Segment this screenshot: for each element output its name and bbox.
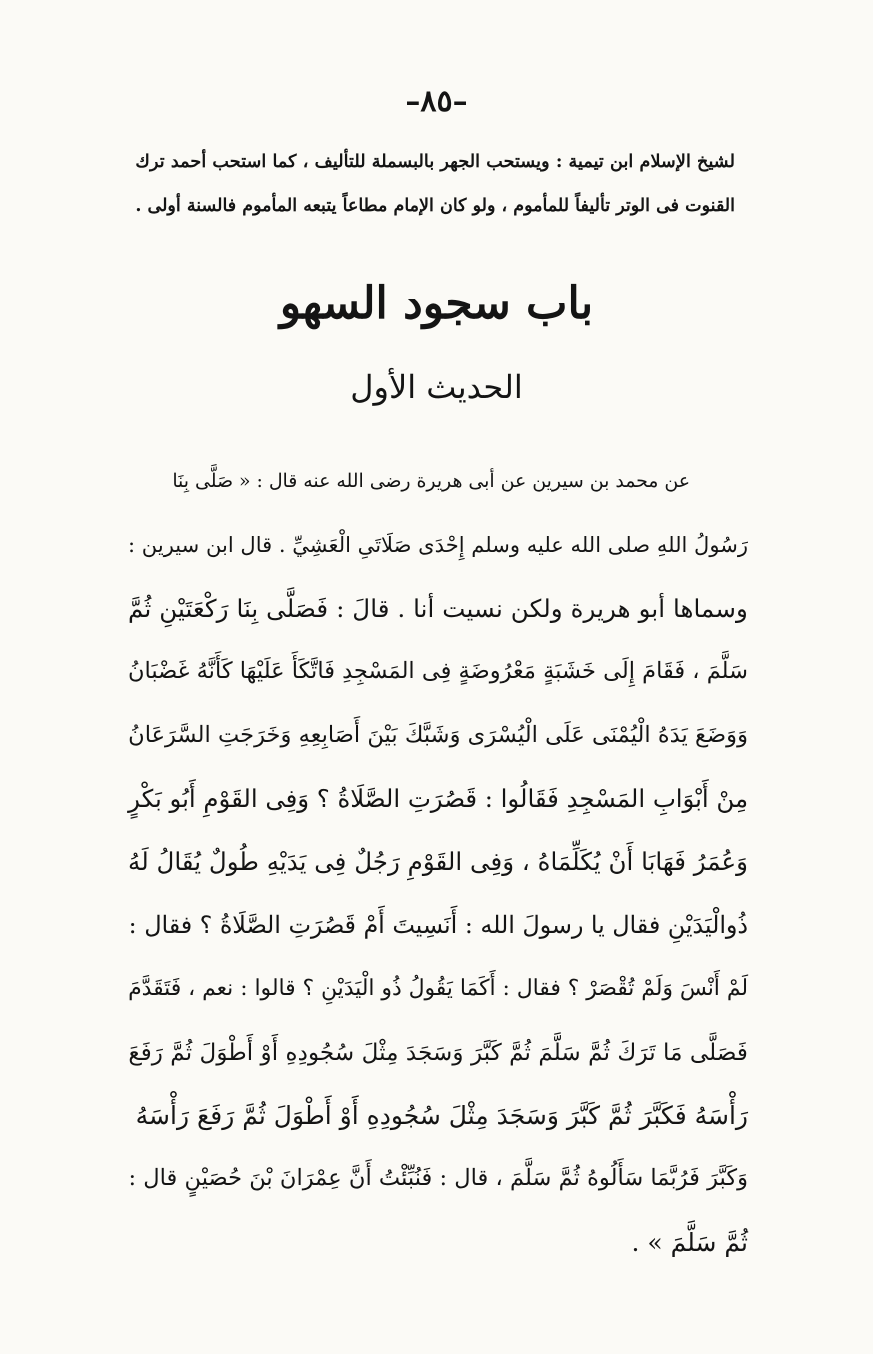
- hadith-line: ذُوالْيَدَيْنِ فقال يا رسولَ الله : أَنَسِيتَ أَمْ قَصُرَتِ الصَّلَاةُ ؟ فقال :: [128, 910, 748, 939]
- hadith-line: مِنْ أَبْوَابِ المَسْجِدِ فَقَالُوا : قَصُرَتِ الصَّلَاةُ ؟ وَفِى القَوْمِ أَبُو بَكْرٍ: [128, 783, 748, 813]
- hadith-line: وَكَبَّرَ فَرُبَّمَا سَأَلُوهُ ثُمَّ سَلَّمَ ، قال : فَنُبِّئْتُ أَنَّ عِمْرَانَ بْنَ حُصَيْنٍ قال :: [128, 1165, 748, 1192]
- hadith-line: لَمْ أَنْسَ وَلَمْ تُقْصَرْ ؟ فقال : أَكَمَا يَقُولُ ذُو الْيَدَيْنِ ؟ قالوا : نعم ، فَتَقَدَّمَ: [128, 976, 748, 1002]
- hadith-line: وسماها أبو هريرة ولكن نسيت أنا . قالَ : فَصَلَّى بِنَا رَكْعَتَيْنِ ثُمَّ: [128, 593, 748, 623]
- hadith-line: وَعُمَرُ فَهَابَا أَنْ يُكَلِّمَاهُ ، وَفِى القَوْمِ رَجُلٌ فِى يَدَيْهِ طُولٌ يُقَالُ لَهُ: [128, 847, 748, 877]
- hadith-title: الحديث الأول: [350, 368, 523, 406]
- chapter-title: باب سجود السهو: [279, 278, 594, 329]
- footnote: [135, 140, 735, 228]
- hadith-text: [128, 450, 748, 1274]
- hadith-line: فَصَلَّى مَا تَرَكَ ثُمَّ سَلَّمَ ثُمَّ كَبَّرَ وَسَجَدَ مِثْلَ سُجُودِهِ أَوْ أَطْوَلَ ثُمَّ رَفَعَ: [128, 1038, 748, 1066]
- hadith-line: وَوَضَعَ يَدَهُ الْيُمْنَى عَلَى الْيُسْرَى وَشَبَّكَ بَيْنَ أَصَابِعِهِ وَخَرَجَتِ السَّرَعَانُ: [128, 721, 748, 748]
- hadith-line: سَلَّمَ ، فَقَامَ إِلَى خَشَبَةٍ مَعْرُوضَةٍ فِى المَسْجِدِ فَاتَّكَأَ عَلَيْهَا كَأَنَّهُ غَضْبَانُ: [127, 658, 748, 685]
- footnote-line: لشيخ الإسلام ابن تيمية : ويستحب الجهر بالبسملة للتأليف ، كما استحب أحمد ترك: [135, 151, 735, 172]
- hadith-line: عن محمد بن سيرين عن أبى هريرة رضى الله عنه قال : « صَلَّى بِنَا: [172, 470, 690, 492]
- hadith-line: ثُمَّ سَلَّمَ » .: [631, 1227, 748, 1257]
- page-number: –٨٥–: [405, 84, 468, 119]
- hadith-line: رَسُولُ اللهِ صلى الله عليه وسلم إِحْدَى صَلَاتَىِ الْعَشِيِّ . قال ابن سيرين :: [128, 532, 748, 558]
- footnote-line: القنوت فى الوتر تأليفاً للمأموم ، ولو كان الإمام مطاعاً يتبعه المأموم فالسنة أولى .: [135, 196, 735, 216]
- hadith-line: رَأْسَهُ فَكَبَّرَ ثُمَّ كَبَّرَ وَسَجَدَ مِثْلَ سُجُودِهِ أَوْ أَطْوَلَ ثُمَّ رَفَعَ رَأْسَهُ: [135, 1100, 748, 1130]
